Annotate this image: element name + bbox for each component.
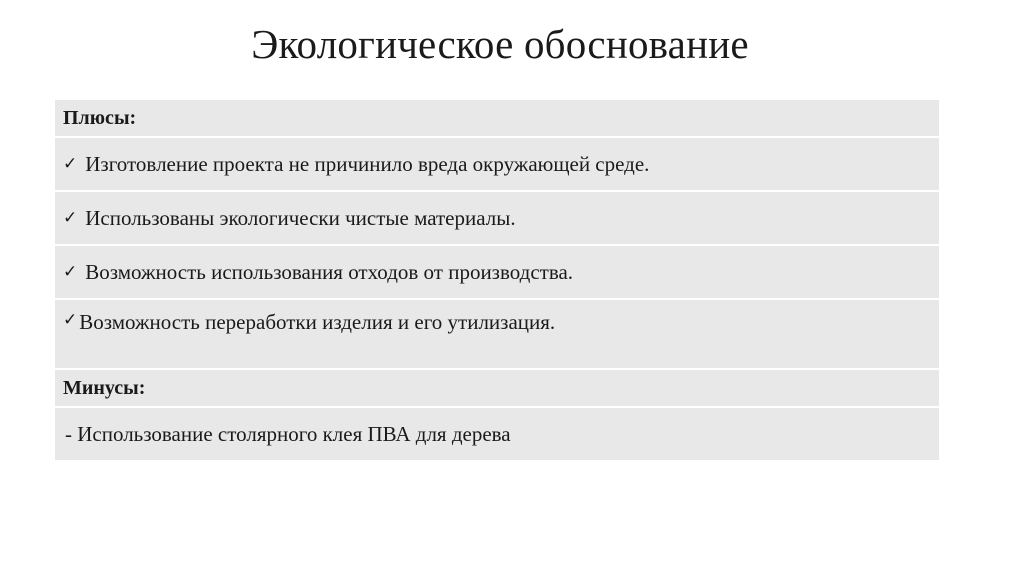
- list-item-text: - Использование столярного клея ПВА для дерева: [65, 421, 511, 446]
- list-item-text: Возможность использования отходов от производства.: [85, 259, 574, 284]
- check-icon: ✓: [63, 154, 78, 174]
- list-item-text: Изготовление проекта не причинило вреда окружающей среде.: [85, 151, 650, 176]
- list-item: [55, 300, 939, 370]
- list-item-text: Использованы экологически чистые материалы.: [85, 205, 516, 230]
- content-table: [55, 100, 939, 462]
- pros-header: Плюсы:: [63, 106, 137, 129]
- list-item: [55, 246, 939, 300]
- check-icon: ✓: [63, 208, 78, 228]
- pros-header-row: [55, 100, 939, 138]
- list-item-text: Возможность переработки изделия и его утилизация.: [79, 310, 556, 334]
- list-item: [55, 408, 939, 462]
- cons-header-row: [55, 370, 939, 408]
- list-item: [55, 138, 939, 192]
- check-icon: ✓: [63, 310, 78, 330]
- page-title: Экологическое обоснование: [251, 21, 749, 67]
- list-item: [55, 192, 939, 246]
- check-icon: ✓: [63, 262, 78, 282]
- cons-header: Минусы:: [63, 376, 146, 399]
